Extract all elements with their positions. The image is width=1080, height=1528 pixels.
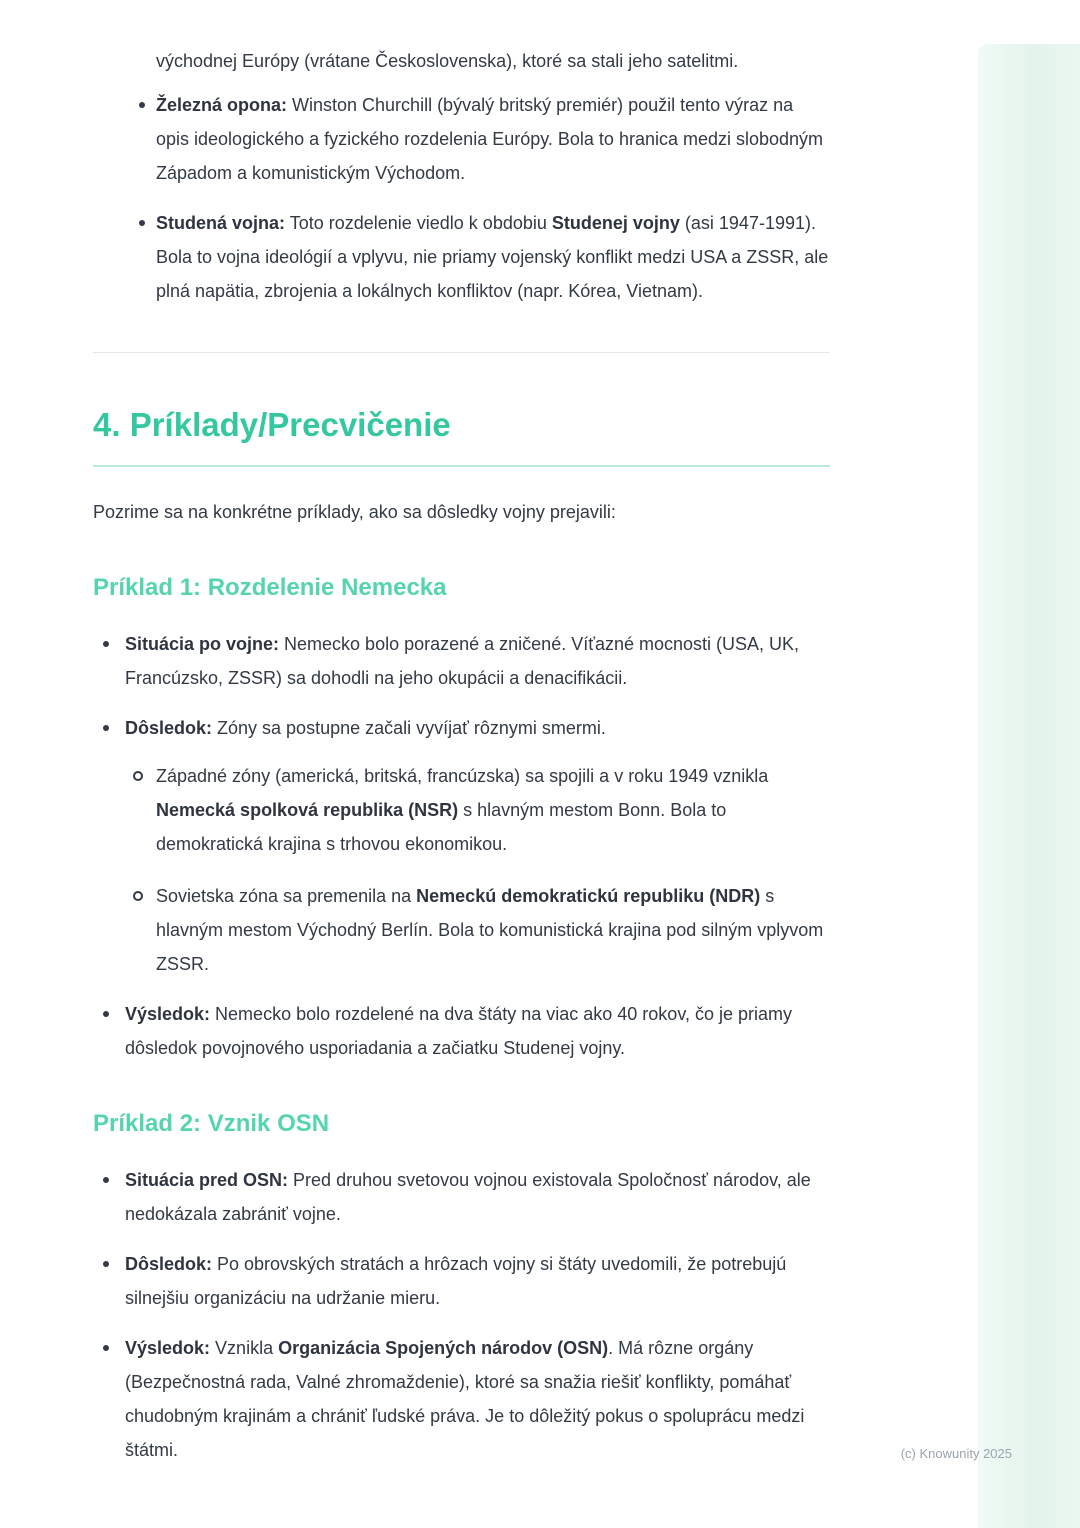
list-item-text: Západné zóny (americká, britská, francúzska) sa spojili a v roku 1949 vznikla Nemecká spolková republika (NSR) s hlavným mestom Bonn. Bola to demokratická krajina s trhovou ekonomikou. bbox=[156, 766, 769, 854]
list-item bbox=[93, 1163, 830, 1231]
sub-list-item bbox=[125, 879, 830, 981]
list-item-text: Sovietska zóna sa premenila na Nemeckú demokratickú republiku (NDR) s hlavným mestom Východný Berlín. Bola to komunistická krajina pod silným vplyvom ZSSR. bbox=[156, 886, 824, 974]
list-item-text: Dôsledok: Zóny sa postupne začali vyvíjať rôznymi smermi. bbox=[125, 718, 606, 738]
list-item-text: Studená vojna: Toto rozdelenie viedlo k obdobiu Studenej vojny (asi 1947-1991). Bola to vojna ideológií a vplyvu, nie priamy vojenský konflikt medzi USA a ZSSR, ale plná napätia, zbrojenia a lokálnych konfliktov (napr. Kórea, Vietnam). bbox=[156, 213, 829, 301]
list-item bbox=[93, 88, 830, 190]
example1-bullet-list bbox=[93, 627, 830, 1065]
example1-sub-list bbox=[125, 759, 830, 981]
list-item bbox=[93, 627, 830, 695]
example2-bullet-list bbox=[93, 1163, 830, 1467]
page-edge-stripe bbox=[978, 44, 1080, 1528]
list-item-text: Situácia po vojne: Nemecko bolo porazené a zničené. Víťazné mocnosti (USA, UK, Francúzsko, ZSSR) sa dohodli na jeho okupácii a denacifikácii. bbox=[125, 634, 800, 688]
copyright-footer: (c) Knowunity 2025 bbox=[900, 1446, 1012, 1461]
list-item bbox=[93, 206, 830, 308]
section-divider bbox=[93, 352, 830, 353]
list-item-text: Dôsledok: Po obrovských stratách a hrôzach vojny si štáty uvedomili, že potrebujú silnejšiu organizáciu na udržanie mieru. bbox=[125, 1254, 787, 1308]
list-item bbox=[93, 997, 830, 1065]
example2-title: Príklad 2: Vznik OSN bbox=[93, 1110, 330, 1137]
list-item bbox=[93, 1331, 830, 1467]
paragraph-continuation: východnej Európy (vrátane Československa), ktoré sa stali jeho satelitmi. bbox=[156, 51, 739, 71]
intro-bullet-list bbox=[93, 88, 830, 308]
example1-title: Príklad 1: Rozdelenie Nemecka bbox=[93, 574, 447, 601]
sub-list-item bbox=[125, 759, 830, 861]
section-title: 4. Príklady/Precvičenie bbox=[93, 405, 830, 467]
list-item bbox=[93, 1247, 830, 1315]
list-item-text: Situácia pred OSN: Pred druhou svetovou vojnou existovala Spoločnosť národov, ale nedokázala zabrániť vojne. bbox=[125, 1170, 811, 1224]
list-item bbox=[93, 711, 830, 981]
list-item-text: Železná opona: Winston Churchill (bývalý britský premiér) použil tento výraz na opis ideologického a fyzického rozdelenia Európy. Bola to hranica medzi slobodným Západom a komunistickým Východom. bbox=[156, 95, 824, 183]
section-lead-paragraph: Pozrime sa na konkrétne príklady, ako sa dôsledky vojny prejavili: bbox=[93, 502, 616, 522]
list-item-text: Výsledok: Nemecko bolo rozdelené na dva štáty na viac ako 40 rokov, čo je priamy dôsledok povojnového usporiadania a začiatku Studenej vojny. bbox=[125, 1004, 793, 1058]
list-item-text: Výsledok: Vznikla Organizácia Spojených národov (OSN). Má rôzne orgány (Bezpečnostná rada, Valné zhromaždenie), ktoré sa snažia riešiť konflikty, pomáhať chudobným krajinám a chrániť ľudské práva. Je to dôležitý pokus o spoluprácu medzi štátmi. bbox=[125, 1338, 805, 1460]
